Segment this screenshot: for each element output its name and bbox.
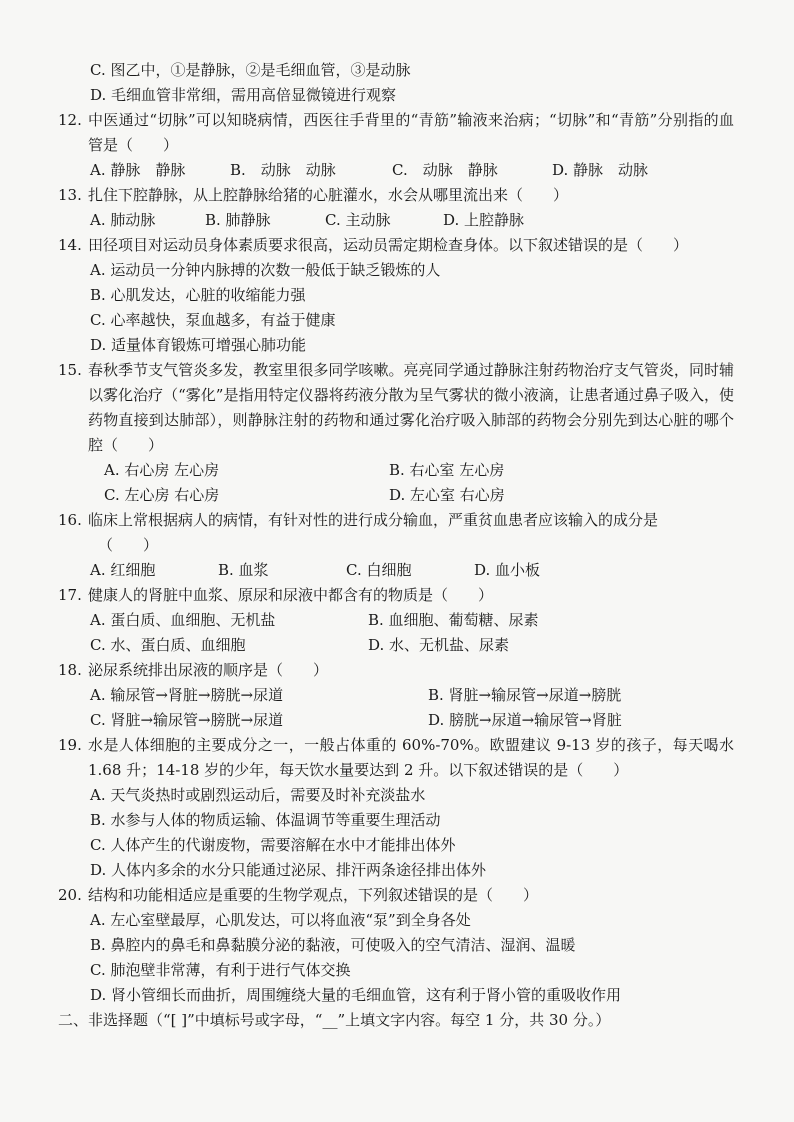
question-stem: 水是人体细胞的主要成分之一，一般占体重的 60%-70%。欧盟建议 9-13 岁的孩子，每天喝水 1.68 升；14-18 岁的少年，每天饮水量要达到 2 升。以下叙述错误的是（ ） — [88, 736, 734, 779]
question-14 — [58, 233, 734, 358]
options-row — [58, 558, 734, 583]
option-b: B. 血细胞、葡萄糖、尿素 — [368, 611, 539, 629]
option-b: B. 鼻腔内的鼻毛和鼻黏膜分泌的黏液，可使吸入的空气清洁、湿润、温暖 — [90, 936, 576, 954]
option-c: C. 白细胞 — [346, 561, 412, 579]
options-row — [58, 683, 734, 708]
option-a: A. 右心房 左心房 — [104, 461, 220, 479]
option-b: B. 心肌发达，心脏的收缩能力强 — [90, 286, 306, 304]
option-d: D. 人体内多余的水分只能通过泌尿、排汗两条途径排出体外 — [90, 861, 487, 879]
option-d: D. 肾小管细长而曲折，周围缠绕大量的毛细血管，这有利于肾小管的重吸收作用 — [90, 986, 622, 1004]
question-16 — [58, 508, 734, 583]
question-17 — [58, 583, 734, 658]
question-stem: 春秋季节支气管炎多发，教室里很多同学咳嗽。亮亮同学通过静脉注射药物治疗支气管炎，同时辅以雾化治疗（“雾化”是指用特定仪器将药液分散为呈气雾状的微小液滴，让患者通过鼻子吸入，使药物直接到达肺部），则静脉注射的药物和通过雾化治疗吸入肺部的药物会分别先到达心脏的哪个腔（ ） — [88, 361, 734, 454]
option-a: A. 运动员一分钟内脉搏的次数一般低于缺乏锻炼的人 — [90, 261, 441, 279]
question-number: 14. — [58, 236, 82, 254]
options-row — [58, 458, 734, 483]
question-number: 17. — [58, 586, 82, 604]
option-c: C. 心率越快，泵血越多，有益于健康 — [90, 311, 336, 329]
option-b: B. 肾脏→输尿管→尿道→膀胱 — [428, 686, 622, 704]
question-number: 20. — [58, 886, 82, 904]
option-d: D. 静脉 动脉 — [552, 161, 649, 179]
question-number: 19. — [58, 736, 82, 754]
option-c: C. 左心房 右心房 — [104, 486, 220, 504]
option-c: C. 人体产生的代谢废物，需要溶解在水中才能排出体外 — [90, 836, 456, 854]
question-stem: 田径项目对运动员身体素质要求很高，运动员需定期检查身体。以下叙述错误的是（ ） — [88, 236, 689, 254]
option-a: A. 输尿管→肾脏→膀胱→尿道 — [90, 686, 284, 704]
options-row — [58, 608, 734, 633]
options-row — [58, 158, 734, 183]
question-number: 12. — [58, 111, 82, 129]
option-b: B. 右心室 左心房 — [389, 461, 505, 479]
option-c: C. 动脉 静脉 — [392, 161, 498, 179]
question-stem: 临床上常根据病人的病情，有针对性的进行成分输血，严重贫血患者应该输入的成分是 — [88, 511, 659, 529]
option-d: D. 左心室 右心房 — [389, 486, 505, 504]
question-stem: 结构和功能相适应是重要的生物学观点，下列叙述错误的是（ ） — [88, 886, 539, 904]
question-18 — [58, 658, 734, 733]
answer-paren: （ ） — [98, 536, 159, 554]
option-c: C. 肾脏→输尿管→膀胱→尿道 — [90, 711, 284, 729]
options-row — [58, 633, 734, 658]
option-a: A. 肺动脉 — [90, 211, 156, 229]
question-stem: 扎住下腔静脉，从上腔静脉给猪的心脏灌水，水会从哪里流出来（ ） — [88, 186, 569, 204]
option-d: D. 水、无机盐、尿素 — [368, 636, 510, 654]
question-stem: 中医通过“切脉”可以知晓病情，西医往手背里的“青筋”输液来治病；“切脉”和“青筋”分别指的血管是（ ） — [88, 111, 734, 154]
question-12 — [58, 108, 734, 183]
question-20 — [58, 883, 734, 1008]
q11-option-c: C. 图乙中，①是静脉，②是毛细血管，③是动脉 — [90, 61, 411, 79]
option-a: A. 蛋白质、血细胞、无机盐 — [90, 611, 276, 629]
option-a: A. 静脉 静脉 — [90, 161, 186, 179]
section-2-heading: 二、非选择题（“[ ]”中填标号或字母，“__”上填文字内容。每空 1 分，共 30 分。） — [58, 1011, 611, 1029]
option-b: B. 血浆 — [218, 561, 269, 579]
option-d: D. 膀胱→尿道→输尿管→肾脏 — [428, 711, 622, 729]
question-19 — [58, 733, 734, 883]
question-number: 13. — [58, 186, 82, 204]
question-15 — [58, 358, 734, 508]
option-a: A. 左心室壁最厚，心肌发达，可以将血液“泵”到全身各处 — [90, 911, 471, 929]
option-a: A. 天气炎热时或剧烈运动后，需要及时补充淡盐水 — [90, 786, 426, 804]
option-d: D. 适量体育锻炼可增强心肺功能 — [90, 336, 307, 354]
option-a: A. 红细胞 — [90, 561, 156, 579]
options-row — [58, 708, 734, 733]
options-row — [58, 208, 734, 233]
option-b: B. 肺静脉 — [205, 211, 271, 229]
question-number: 16. — [58, 511, 82, 529]
option-c: C. 水、蛋白质、血细胞 — [90, 636, 246, 654]
option-b: B. 动脉 动脉 — [230, 161, 336, 179]
option-c: C. 肺泡壁非常薄，有利于进行气体交换 — [90, 961, 351, 979]
question-stem: 健康人的肾脏中血浆、原尿和尿液中都含有的物质是（ ） — [88, 586, 494, 604]
question-stem: 泌尿系统排出尿液的顺序是（ ） — [88, 661, 329, 679]
q11-option-d: D. 毛细血管非常细，需用高倍显微镜进行观察 — [90, 86, 397, 104]
options-row — [58, 483, 734, 508]
option-d: D. 上腔静脉 — [443, 211, 525, 229]
question-13 — [58, 183, 734, 233]
option-d: D. 血小板 — [474, 561, 541, 579]
question-number: 18. — [58, 661, 82, 679]
option-c: C. 主动脉 — [325, 211, 391, 229]
question-number: 15. — [58, 361, 82, 379]
option-b: B. 水参与人体的物质运输、体温调节等重要生理活动 — [90, 811, 441, 829]
